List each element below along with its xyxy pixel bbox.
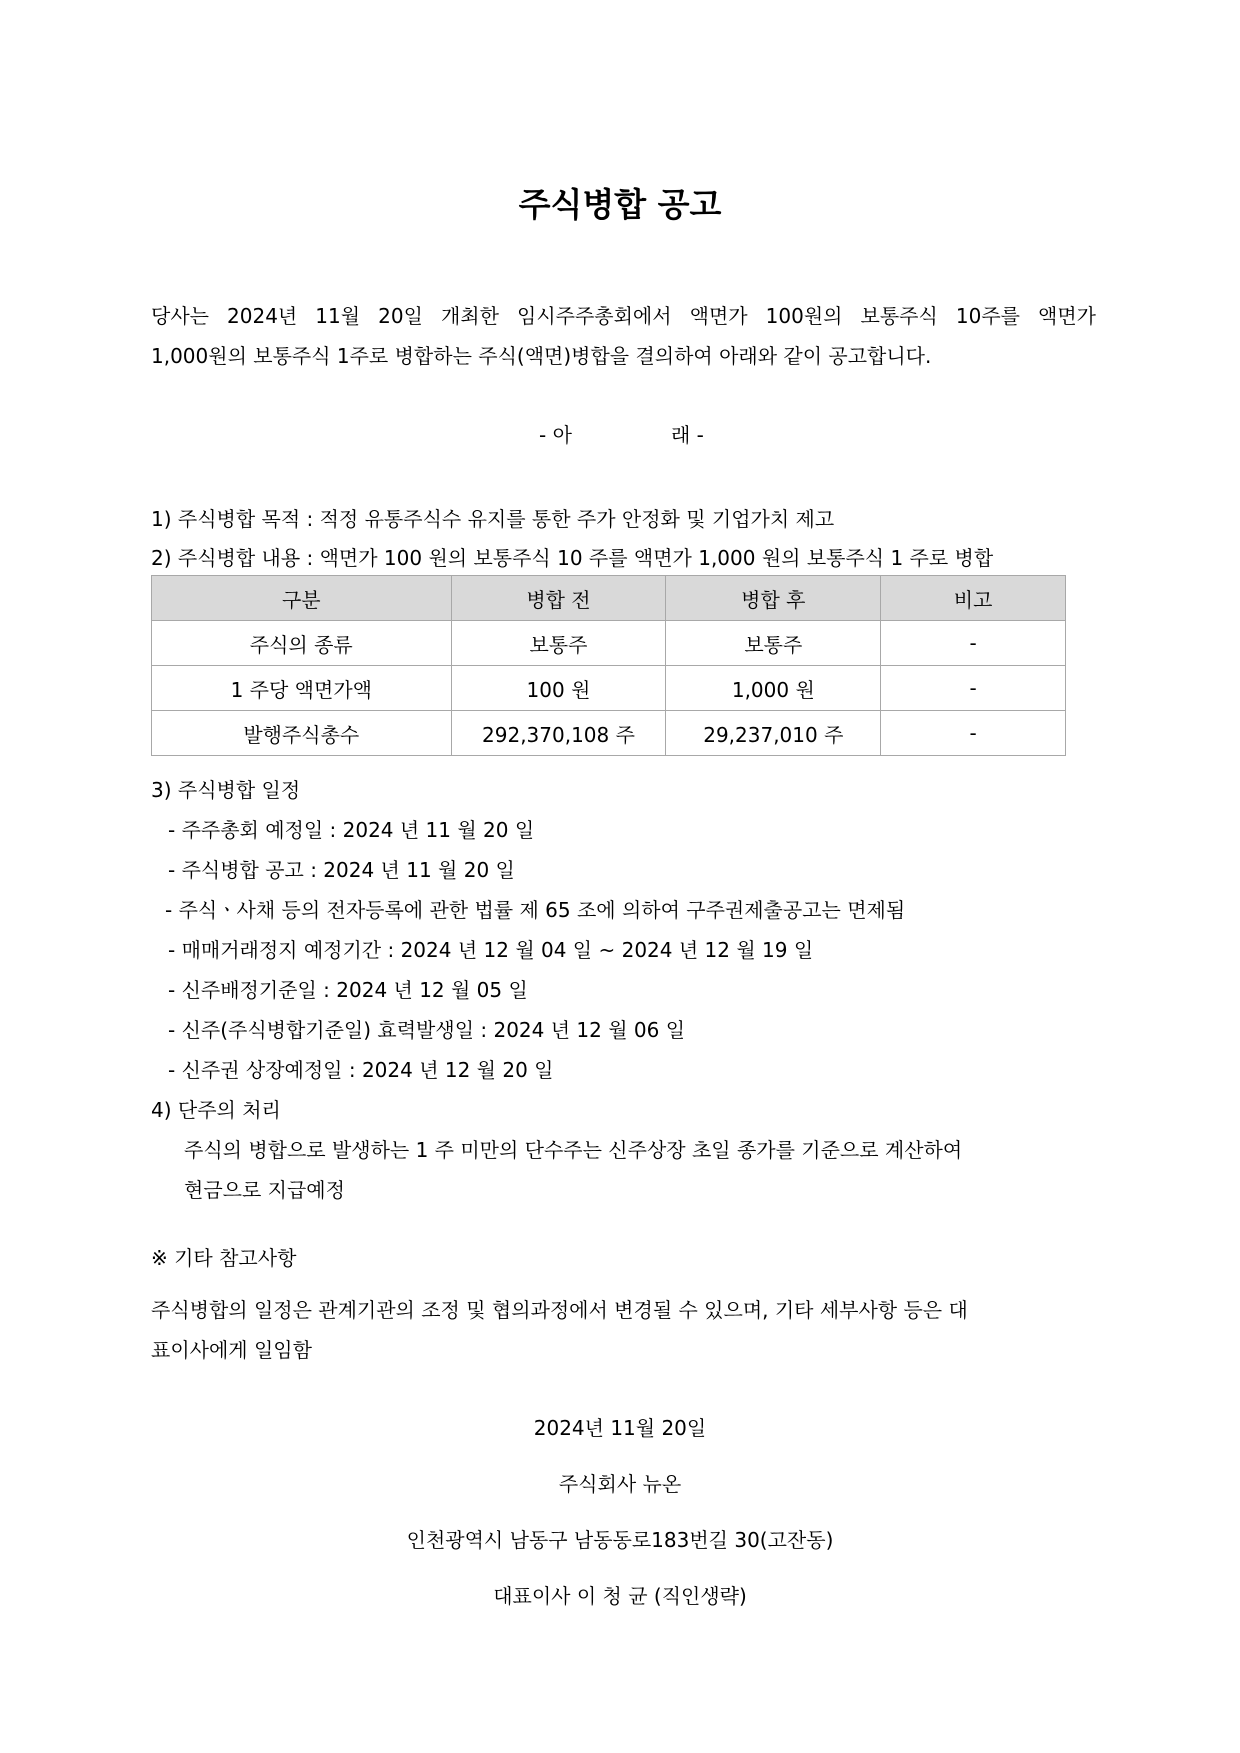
reference-line-1: 주식병합의 일정은 관계기관의 조정 및 협의과정에서 변경될 수 있으며, 기타 세부사항 등은 대: [151, 1298, 968, 1322]
table-row: [152, 621, 1066, 666]
ceo-name: 대표이사 이 청 균 (직인생략): [493, 1584, 747, 1608]
below-marker-right: 래 -: [671, 423, 704, 447]
table-cell: 292,370,108 주: [451, 711, 666, 756]
table-cell: -: [881, 621, 1066, 666]
table-cell: 1 주당 액면가액: [152, 666, 452, 711]
item-1-purpose: 1) 주식병합 목적 : 적정 유통주식수 유지를 통한 주가 안정화 및 기업가치 제고: [151, 507, 835, 531]
below-marker-left: - 아: [539, 423, 572, 447]
schedule-item: - 주식ㆍ사채 등의 전자등록에 관한 법률 제 65 조에 의하여 구주권제출공고는 면제됨: [165, 898, 906, 922]
item-3-schedule: 3) 주식병합 일정: [151, 778, 301, 802]
schedule-item: - 신주배정기준일 : 2024 년 12 월 05 일: [168, 978, 528, 1002]
schedule-item: - 신주(주식병합기준일) 효력발생일 : 2024 년 12 월 06 일: [168, 1018, 686, 1042]
page-title: 주식병합 공고: [518, 185, 722, 224]
notice-date: 2024년 11월 20일: [533, 1416, 707, 1440]
schedule-item: - 주주총회 예정일 : 2024 년 11 월 20 일: [168, 818, 535, 842]
table-cell: 주식의 종류: [152, 621, 452, 666]
table-cell: 보통주: [666, 621, 881, 666]
schedule-item: - 신주권 상장예정일 : 2024 년 12 월 20 일: [168, 1058, 554, 1082]
reference-title: ※ 기타 참고사항: [151, 1246, 297, 1270]
item-4-fractional: 4) 단주의 처리: [151, 1098, 281, 1122]
table-header-cell: 병합 전: [451, 576, 666, 621]
item-2-content: 2) 주식병합 내용 : 액면가 100 원의 보통주식 10 주를 액면가 1,000 원의 보통주식 1 주로 병합: [151, 546, 994, 570]
table-cell: 보통주: [451, 621, 666, 666]
table-cell: 1,000 원: [666, 666, 881, 711]
table-header-row: [152, 576, 1066, 621]
schedule-item: - 매매거래정지 예정기간 : 2024 년 12 월 04 일 ~ 2024 년 12 월 19 일: [168, 938, 814, 962]
company-name: 주식회사 뉴온: [558, 1472, 682, 1496]
table-cell: 발행주식총수: [152, 711, 452, 756]
table-cell: -: [881, 711, 1066, 756]
table-cell: 29,237,010 주: [666, 711, 881, 756]
item-4-line-1: 주식의 병합으로 발생하는 1 주 미만의 단수주는 신주상장 초일 종가를 기준으로 계산하여: [184, 1138, 963, 1162]
merge-table: [151, 575, 1066, 756]
intro-line-2: 1,000원의 보통주식 1주로 병합하는 주식(액면)병합을 결의하여 아래와 같이 공고합니다.: [151, 344, 932, 368]
table-header-cell: 비고: [881, 576, 1066, 621]
company-address: 인천광역시 남동구 남동동로183번길 30(고잔동): [406, 1528, 834, 1552]
table-row: [152, 711, 1066, 756]
table-cell: -: [881, 666, 1066, 711]
table-cell: 100 원: [451, 666, 666, 711]
item-4-line-2: 현금으로 지급예정: [184, 1178, 345, 1202]
table-header-cell: 병합 후: [666, 576, 881, 621]
intro-line-1: 당사는 2024년 11월 20일 개최한 임시주주총회에서 액면가 100원의 보통주식 10주를 액면가: [151, 304, 1096, 328]
schedule-item: - 주식병합 공고 : 2024 년 11 월 20 일: [168, 858, 515, 882]
table-row: [152, 666, 1066, 711]
table-header-cell: 구분: [152, 576, 452, 621]
reference-line-2: 표이사에게 일임함: [151, 1338, 312, 1362]
